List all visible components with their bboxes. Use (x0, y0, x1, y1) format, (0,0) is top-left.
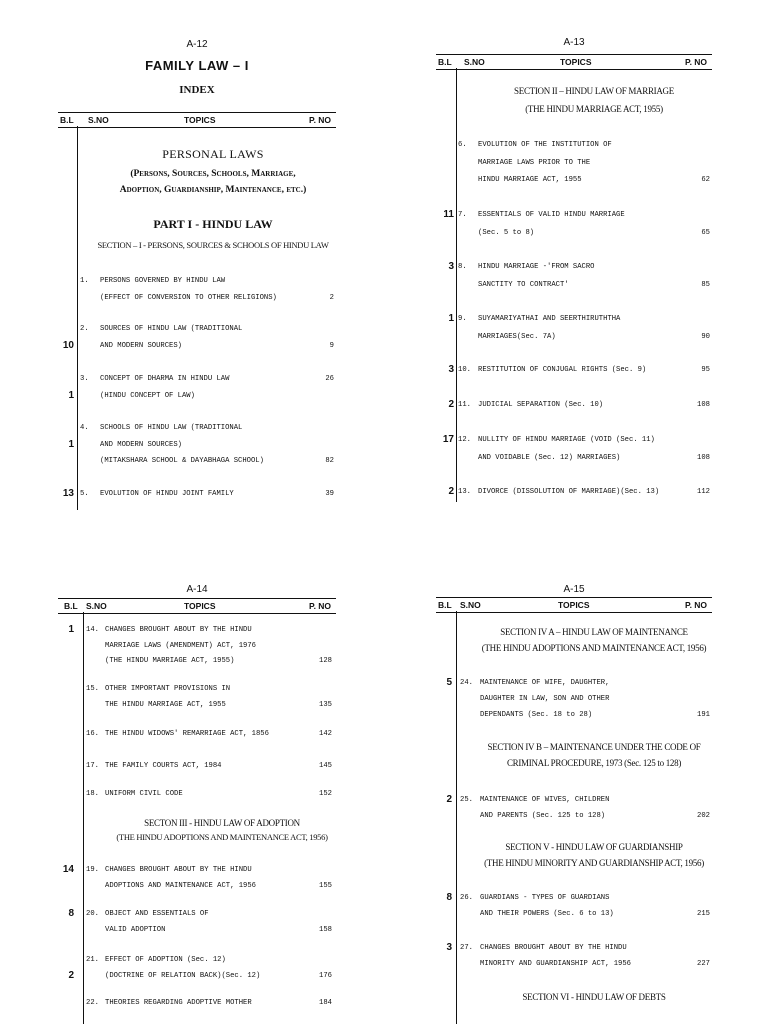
entry-sno: 18. (86, 790, 99, 798)
entry-sno: 12. (458, 436, 471, 444)
column-divider (456, 611, 457, 1024)
entry-bl: 2 (448, 486, 454, 497)
entry-topic-line: CHANGES BROUGHT ABOUT BY THE HINDU (105, 866, 252, 874)
entry-topic-line: AND PARENTS (Sec. 125 to 128) (480, 812, 606, 820)
entry-topic-line: THE FAMILY COURTS ACT, 1984 (105, 762, 222, 770)
entry-page-number: 82 (325, 457, 334, 465)
entry-bl: 5 (446, 677, 452, 688)
entry-sno: 3. (80, 375, 89, 383)
entry-sno: 20. (86, 910, 99, 918)
section-heading: SECTION IV B – MAINTENANCE UNDER THE CODE OF (487, 742, 701, 752)
entry-topic-line: ESSENTIALS OF VALID HINDU MARRIAGE (478, 211, 625, 219)
part-heading: PART I - HINDU LAW (153, 217, 273, 231)
entry-page-number: 145 (319, 762, 332, 770)
page-number: A-14 (186, 584, 208, 595)
column-divider (77, 126, 78, 510)
entry-bl: 3 (448, 364, 454, 375)
entry-topic-line: (MITAKSHARA SCHOOL & DAYABHAGA SCHOOL) (100, 457, 264, 465)
section-heading: SECTION – I - PERSONS, SOURCES & SCHOOLS OF HINDU LAW (97, 240, 329, 250)
table-header (58, 112, 336, 128)
entry-sno: 15. (86, 685, 99, 693)
page-a14 (58, 512, 336, 1024)
entry-bl: 13 (62, 488, 74, 499)
section-heading: SECTION VI - HINDU LAW OF DEBTS (522, 992, 666, 1002)
entry-sno: 10. (458, 366, 471, 374)
entry-page-number: 202 (697, 812, 710, 820)
entry-topic-line: OTHER IMPORTANT PROVISIONS IN (105, 685, 231, 693)
entry-topic-line: MAINTENANCE OF WIVES, CHILDREN (480, 796, 610, 804)
entry-page-number: 39 (325, 490, 334, 498)
entry-bl: 2 (68, 969, 74, 981)
entry-topic-line: AND MODERN SOURCES) (100, 440, 182, 449)
entry-bl: 1 (448, 313, 454, 324)
entry-topic-line: THE HINDU WIDOWS' REMARRIAGE ACT, 1856 (105, 730, 269, 738)
entry-topic-line: NULLITY OF HINDU MARRIAGE (VOID (Sec. 11) (478, 436, 655, 444)
entry-topic-line: AND VOIDABLE (Sec. 12) MARRIAGES) (478, 453, 621, 462)
entry-topic-line: (HINDU CONCEPT OF LAW) (100, 391, 195, 400)
entry-sno: 22. (86, 999, 99, 1007)
header-pno: P. NO (685, 600, 708, 610)
entry-page-number: 128 (319, 657, 332, 665)
entry-topic-line: CHANGES BROUGHT ABOUT BY THE HINDU (480, 944, 627, 952)
entry-topic-line: CONCEPT OF DHARMA IN HINDU LAW (100, 375, 230, 383)
entry-bl: 8 (68, 908, 74, 919)
section-heading: SECTON III - HINDU LAW OF ADOPTION (144, 818, 300, 828)
entry-page-number: 85 (701, 280, 710, 289)
header-sno: S.NO (464, 57, 485, 67)
section-subheading: (THE HINDU MINORITY AND GUARDIANSHIP ACT, 1956) (484, 858, 704, 868)
entry-bl: 14 (62, 864, 74, 875)
table-header (436, 54, 712, 70)
page-number: A-15 (563, 584, 585, 595)
entry-topic-line: OBJECT AND ESSENTIALS OF (105, 910, 209, 918)
header-bl: B.L (60, 115, 74, 125)
header-topics: TOPICS (560, 57, 592, 67)
header-topics: TOPICS (558, 600, 590, 610)
entry-topic-line: (DOCTRINE OF RELATION BACK)(Sec. 12) (105, 971, 261, 980)
entry-topic-line: GUARDIANS - TYPES OF GUARDIANS (480, 894, 610, 902)
entry-bl: 1 (68, 624, 74, 635)
entry-topic-line: (Sec. 5 to 8) (478, 228, 535, 237)
entry-page-number: 152 (319, 790, 332, 798)
header-topics: TOPICS (184, 601, 216, 611)
personal-laws-subtitle-1: (Persons, Sources, Schools, Marriage, (130, 169, 296, 179)
entry-page-number: 135 (319, 700, 332, 709)
entry-sno: 16. (86, 730, 99, 738)
header-pno: P. NO (309, 115, 332, 125)
entry-topic-line: MINORITY AND GUARDIANSHIP ACT, 1956 (480, 960, 631, 968)
entry-page-number: 62 (701, 176, 710, 184)
entry-topic-line: SOURCES OF HINDU LAW (TRADITIONAL (100, 325, 243, 333)
entry-page-number: 108 (697, 401, 710, 409)
entry-topic-line: PERSONS GOVERNED BY HINDU LAW (100, 277, 226, 285)
entry-sno: 27. (460, 944, 473, 952)
entry-topic-line: EVOLUTION OF HINDU JOINT FAMILY (100, 490, 234, 498)
entry-page-number: 142 (319, 730, 332, 738)
page-a13 (436, 0, 712, 512)
entry-sno: 19. (86, 866, 99, 874)
section-subheading: CRIMINAL PROCEDURE, 1973 (Sec. 125 to 128) (506, 758, 682, 768)
entry-topic-line: DIVORCE (DISSOLUTION OF MARRIAGE)(Sec. 13) (478, 488, 660, 496)
entry-topic-line: DAUGHTER IN LAW, SON AND OTHER (480, 695, 610, 703)
entry-page-number: 158 (319, 925, 332, 934)
entry-bl: 3 (448, 261, 454, 272)
header-sno: S.NO (460, 600, 481, 610)
entry-topic-line: ADOPTIONS AND MAINTENANCE ACT, 1956 (105, 881, 256, 890)
entry-bl: 2 (448, 399, 454, 410)
page-title: FAMILY LAW – I (145, 58, 249, 73)
header-topics: TOPICS (184, 115, 216, 125)
entry-sno: 8. (458, 263, 467, 271)
entry-bl: 3 (446, 942, 452, 953)
table-header (436, 597, 712, 613)
entry-page-number: 227 (697, 960, 710, 968)
header-sno: S.NO (88, 115, 109, 125)
entry-page-number: 191 (697, 711, 710, 719)
entry-page-number: 155 (319, 881, 332, 890)
section-heading: SECTION V - HINDU LAW OF GUARDIANSHIP (505, 842, 683, 852)
entry-topic-line: SUYAMARIYATHAI AND SEERTHIRUTHTHA (478, 315, 621, 323)
entry-sno: 6. (458, 141, 467, 149)
entry-bl: 8 (446, 892, 452, 903)
entry-topic-line: MARRIAGE LAWS PRIOR TO THE (478, 158, 591, 167)
entry-page-number: 108 (697, 453, 710, 462)
entry-sno: 9. (458, 315, 467, 323)
page-number: A-12 (186, 39, 208, 50)
entry-topic-line: DEPENDANTS (Sec. 18 to 28) (480, 711, 593, 719)
personal-laws-heading: PERSONAL LAWS (162, 147, 264, 161)
entry-sno: 13. (458, 488, 471, 496)
entry-topic-line: HINDU MARRIAGE -'FROM SACRO (478, 263, 595, 271)
entry-topic-line: SCHOOLS OF HINDU LAW (TRADITIONAL (100, 424, 243, 432)
entry-topic-line: VALID ADOPTION (105, 925, 166, 934)
entry-page-number: 112 (697, 488, 710, 496)
entry-sno: 25. (460, 796, 473, 804)
entry-page-number: 176 (319, 971, 332, 980)
entry-topic-line: AND THEIR POWERS (Sec. 6 to 13) (480, 910, 614, 918)
entry-topic-line: HINDU MARRIAGE ACT, 1955 (478, 176, 582, 184)
entry-topic-line: JUDICIAL SEPARATION (Sec. 10) (478, 401, 604, 409)
entry-sno: 21. (86, 956, 99, 964)
entry-page-number: 26 (325, 375, 334, 383)
entry-page-number: 184 (319, 999, 332, 1007)
entry-bl: 17 (442, 434, 454, 445)
entry-topic-line: THEORIES REGARDING ADOPTIVE MOTHER (105, 999, 252, 1007)
header-bl: B.L (64, 601, 78, 611)
entry-page-number: 2 (329, 293, 334, 302)
entry-sno: 17. (86, 762, 99, 770)
entry-topic-line: EVOLUTION OF THE INSTITUTION OF (478, 141, 612, 149)
page-a15 (436, 512, 712, 1024)
entry-topic-line: (THE HINDU MARRIAGE ACT, 1955) (105, 657, 235, 665)
entry-sno: 24. (460, 679, 473, 687)
entry-page-number: 215 (697, 910, 710, 918)
page-a12 (58, 0, 336, 512)
entry-bl: 11 (443, 209, 454, 220)
entry-topic-line: AND MODERN SOURCES) (100, 341, 182, 350)
page-number: A-13 (563, 37, 585, 48)
personal-laws-subtitle-2: Adoption, Guardianship, Maintenance, etc.) (119, 185, 307, 195)
entry-sno: 5. (80, 490, 89, 498)
entry-bl: 1 (68, 389, 74, 401)
section-heading: SECTION II – HINDU LAW OF MARRIAGE (514, 86, 674, 96)
header-bl: B.L (438, 600, 452, 610)
header-bl: B.L (438, 57, 452, 67)
header-pno: P. NO (685, 57, 708, 67)
entry-bl: 10 (62, 339, 74, 351)
entry-sno: 14. (86, 626, 99, 634)
section-subheading: (THE HINDU ADOPTIONS AND MAINTENANCE ACT, 1956) (481, 643, 707, 653)
entry-topic-line: MARRIAGES(Sec. 7A) (478, 332, 556, 341)
entry-topic-line: CHANGES BROUGHT ABOUT BY THE HINDU (105, 626, 252, 634)
entry-topic-line: UNIFORM CIVIL CODE (105, 790, 183, 798)
entry-topic-line: RESTITUTION OF CONJUGAL RIGHTS (Sec. 9) (478, 366, 647, 374)
entry-topic-line: MARRIAGE LAWS (AMENDMENT) ACT, 1976 (105, 641, 256, 650)
entry-page-number: 9 (329, 341, 334, 350)
entry-page-number: 95 (701, 366, 710, 374)
entry-topic-line: MAINTENANCE OF WIFE, DAUGHTER, (480, 679, 610, 687)
entry-page-number: 65 (701, 228, 710, 237)
entry-sno: 7. (458, 211, 467, 219)
index-heading: INDEX (179, 84, 215, 96)
entry-topic-line: SANCTITY TO CONTRACT' (478, 280, 569, 289)
entry-sno: 2. (80, 325, 89, 333)
section-subheading: (THE HINDU ADOPTIONS AND MAINTENANCE ACT, 1956) (116, 832, 328, 842)
section-subheading: (THE HINDU MARRIAGE ACT, 1955) (525, 104, 663, 114)
entry-sno: 1. (80, 277, 89, 285)
entry-bl: 1 (68, 438, 74, 450)
column-divider (456, 68, 457, 502)
entry-topic-line: EFFECT OF ADOPTION (Sec. 12) (105, 956, 226, 964)
header-pno: P. NO (309, 601, 332, 611)
section-heading: SECTION IV A – HINDU LAW OF MAINTENANCE (500, 627, 688, 637)
entry-topic-line: (EFFECT OF CONVERSION TO OTHER RELIGIONS) (100, 293, 277, 302)
entry-sno: 4. (80, 424, 89, 432)
table-header (58, 598, 336, 614)
entry-topic-line: THE HINDU MARRIAGE ACT, 1955 (105, 700, 226, 709)
entry-sno: 11. (458, 401, 471, 409)
entry-bl: 2 (446, 794, 452, 805)
header-sno: S.NO (86, 601, 107, 611)
entry-sno: 26. (460, 894, 473, 902)
entry-page-number: 90 (701, 332, 710, 341)
